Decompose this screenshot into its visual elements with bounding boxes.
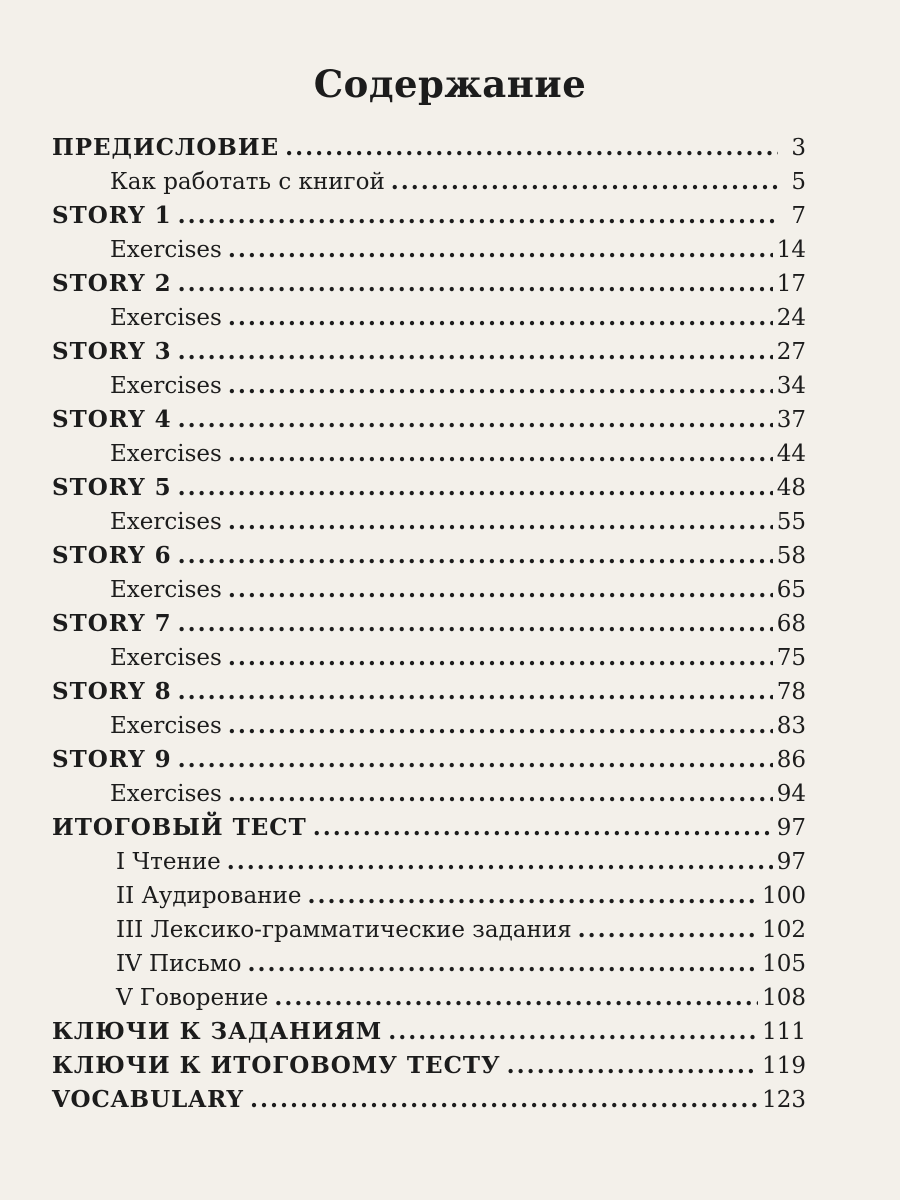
toc-entry-label: Exercises bbox=[110, 305, 222, 331]
toc-leader-dots bbox=[228, 576, 773, 603]
toc-leader-dots bbox=[313, 814, 773, 841]
toc-entry-label: Как работать с книгой bbox=[110, 169, 385, 195]
toc-leader-dots bbox=[228, 712, 773, 739]
toc-entry-label: II Аудирование bbox=[116, 883, 302, 909]
toc-leader-dots bbox=[285, 134, 778, 161]
toc-entry-label: Exercises bbox=[110, 441, 222, 467]
toc-leader-dots bbox=[228, 236, 773, 263]
toc-entry-label: III Лексико-грамматические задания bbox=[116, 917, 572, 943]
toc-leader-dots bbox=[228, 644, 773, 671]
toc-entry-page: 44 bbox=[776, 441, 806, 467]
toc-entry-label: КЛЮЧИ К ЗАДАНИЯМ bbox=[52, 1018, 383, 1045]
toc-entry-label: I Чтение bbox=[116, 849, 221, 875]
toc-leader-dots bbox=[227, 848, 773, 875]
toc-entry-page: 24 bbox=[776, 305, 806, 331]
toc-entry-label: Exercises bbox=[110, 237, 222, 263]
toc-leader-dots bbox=[274, 984, 758, 1011]
toc-entry-page: 3 bbox=[791, 135, 806, 161]
toc-entry-page: 86 bbox=[776, 747, 806, 773]
toc-leader-dots bbox=[178, 338, 773, 365]
toc-entry-label: Exercises bbox=[110, 713, 222, 739]
toc-entry-page: 111 bbox=[762, 1019, 806, 1045]
toc-leader-dots bbox=[178, 610, 773, 637]
toc-entry-page: 37 bbox=[776, 407, 806, 433]
toc-entry-label: Exercises bbox=[110, 373, 222, 399]
toc-entry-page: 55 bbox=[776, 509, 806, 535]
toc-leader-dots bbox=[507, 1052, 758, 1079]
toc-entry-page: 48 bbox=[776, 475, 806, 501]
toc-leader-dots bbox=[178, 270, 773, 297]
toc-entry-label: VOCABULARY bbox=[52, 1086, 244, 1113]
toc-leader-dots bbox=[307, 882, 758, 909]
toc-entry-label: ПРЕДИСЛОВИЕ bbox=[52, 134, 280, 161]
toc-leader-dots bbox=[228, 440, 773, 467]
toc-entry-page: 58 bbox=[776, 543, 806, 569]
toc-leader-dots bbox=[228, 372, 773, 399]
toc-entry-label: Exercises bbox=[110, 781, 222, 807]
toc-entry-label: STORY 7 bbox=[52, 610, 172, 637]
toc-leader-dots bbox=[388, 1018, 758, 1045]
toc-entry-page: 14 bbox=[776, 237, 806, 263]
toc-leader-dots bbox=[228, 780, 773, 807]
toc-entry-page: 119 bbox=[762, 1053, 806, 1079]
toc-entry-label: STORY 5 bbox=[52, 474, 172, 501]
toc-leader-dots bbox=[178, 406, 773, 433]
toc-entry-page: 7 bbox=[791, 203, 806, 229]
toc-entry-page: 5 bbox=[791, 169, 806, 195]
toc-entry-page: 108 bbox=[762, 985, 806, 1011]
toc-entry-label: STORY 1 bbox=[52, 202, 172, 229]
toc-leader-dots bbox=[248, 950, 759, 977]
toc-leader-dots bbox=[178, 542, 773, 569]
toc-leader-dots bbox=[178, 474, 773, 501]
toc-entry-label: STORY 2 bbox=[52, 270, 172, 297]
toc-entry-page: 83 bbox=[776, 713, 806, 739]
toc-entry-page: 94 bbox=[776, 781, 806, 807]
toc-entry-label: STORY 3 bbox=[52, 338, 172, 365]
toc-entry-page: 27 bbox=[776, 339, 806, 365]
toc-entry-label: КЛЮЧИ К ИТОГОВОМУ ТЕСТУ bbox=[52, 1052, 501, 1079]
toc-entry-page: 78 bbox=[776, 679, 806, 705]
toc-entry-page: 65 bbox=[776, 577, 806, 603]
toc-leader-dots bbox=[250, 1086, 758, 1113]
toc-entry-label: STORY 8 bbox=[52, 678, 172, 705]
toc-leader-dots bbox=[228, 508, 773, 535]
page-title: Содержание bbox=[313, 62, 587, 106]
toc-entry-page: 97 bbox=[776, 815, 806, 841]
toc-entry-page: 97 bbox=[776, 849, 806, 875]
toc-entry-page: 34 bbox=[776, 373, 806, 399]
toc-entry-page: 100 bbox=[762, 883, 806, 909]
toc-entry-label: Exercises bbox=[110, 509, 222, 535]
toc-entry-page: 17 bbox=[776, 271, 806, 297]
toc-entry-label: ИТОГОВЫЙ ТЕСТ bbox=[52, 814, 307, 841]
toc-entry-label: Exercises bbox=[110, 577, 222, 603]
toc-entry-label: Exercises bbox=[110, 645, 222, 671]
toc-entry-label: STORY 4 bbox=[52, 406, 172, 433]
toc-entry-label: IV Письмо bbox=[116, 951, 242, 977]
toc-entry-page: 105 bbox=[762, 951, 806, 977]
toc-entry bbox=[52, 1086, 806, 1126]
toc-entry-page: 102 bbox=[762, 917, 806, 943]
toc-leader-dots bbox=[228, 304, 773, 331]
toc-entry-page: 68 bbox=[776, 611, 806, 637]
toc-entry-page: 123 bbox=[762, 1087, 806, 1113]
toc-leader-dots bbox=[391, 168, 778, 195]
toc-leader-dots bbox=[178, 678, 773, 705]
toc-leader-dots bbox=[578, 916, 758, 943]
toc-entry-page: 75 bbox=[776, 645, 806, 671]
toc-entry-label: STORY 9 bbox=[52, 746, 172, 773]
toc-leader-dots bbox=[178, 202, 778, 229]
toc-leader-dots bbox=[178, 746, 773, 773]
toc-entry-label: V Говорение bbox=[116, 985, 269, 1011]
toc-entry-label: STORY 6 bbox=[52, 542, 172, 569]
